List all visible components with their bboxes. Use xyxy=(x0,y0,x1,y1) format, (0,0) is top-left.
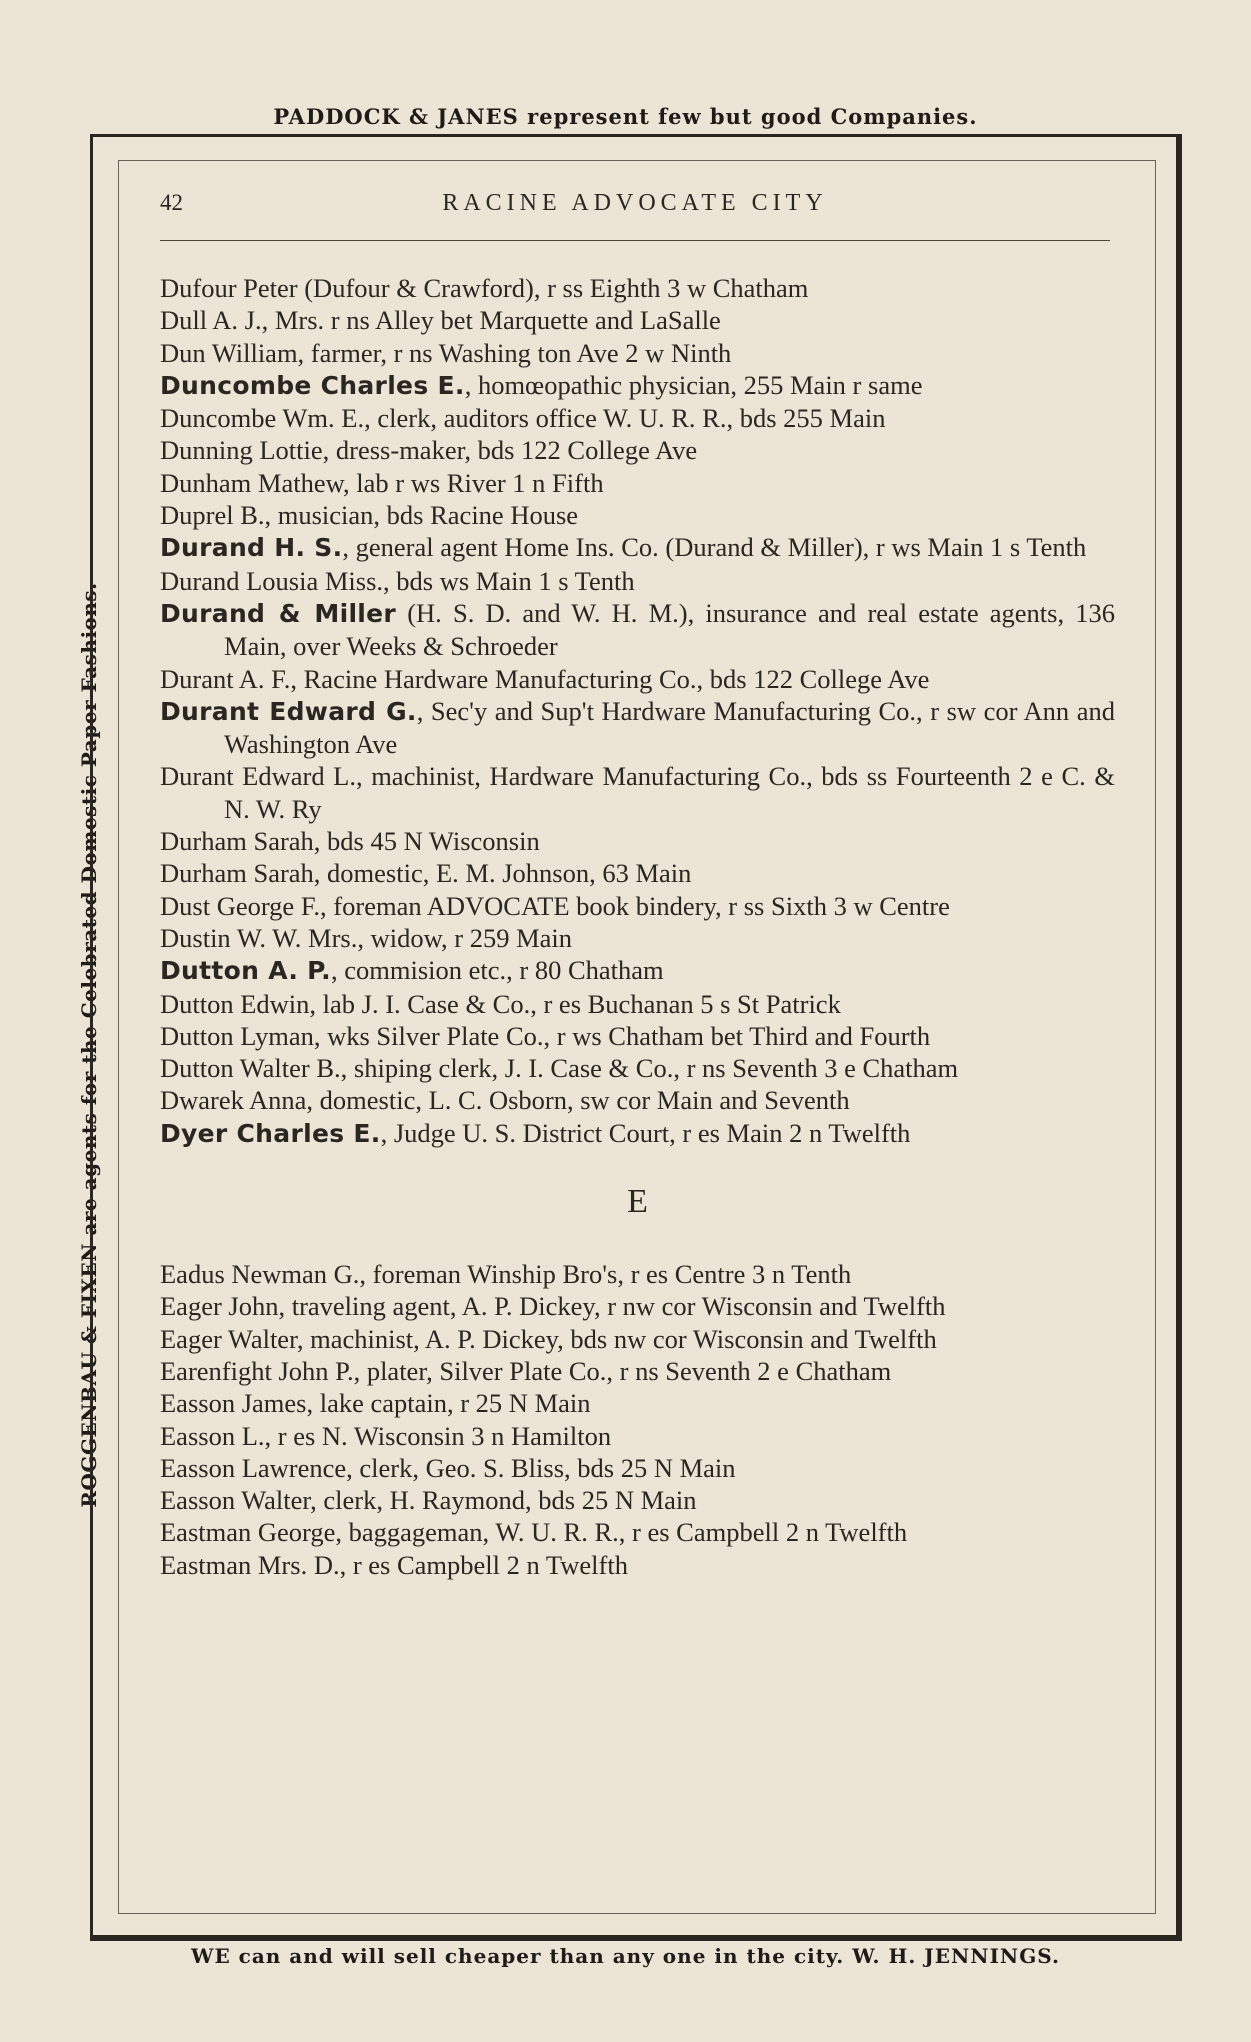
entry-name-bold: Durand H. S. xyxy=(160,533,343,563)
directory-entry xyxy=(160,760,1115,825)
directory-entry xyxy=(160,304,1115,336)
entry-text: Dust George F., foreman ADVOCATE book bindery, r ss Sixth 3 w Centre xyxy=(160,890,950,921)
directory-entry xyxy=(160,1387,1115,1419)
entry-text: Dunham Mathew, lab r ws River 1 n Fifth xyxy=(160,467,604,498)
directory-entry xyxy=(160,1452,1115,1484)
running-title: RACINE ADVOCATE CITY xyxy=(442,190,828,216)
entry-text: Dutton Lyman, wks Silver Plate Co., r ws Chatham bet Third and Fourth xyxy=(160,1020,931,1051)
header-rule xyxy=(160,240,1110,241)
entry-text: Dufour Peter (Dufour & Crawford), r ss Eighth 3 w Chatham xyxy=(160,273,809,303)
directory-entry xyxy=(160,467,1115,499)
entry-text: Dustin W. W. Mrs., widow, r 259 Main xyxy=(160,922,573,953)
entry-text: Durand Lousia Miss., bds ws Main 1 s Tenth xyxy=(160,565,635,596)
entry-text: Eadus Newman G., foreman Winship Bro's, r es Centre 3 n Tenth xyxy=(160,1259,852,1290)
entry-name-bold: Dutton A. P. xyxy=(160,956,331,986)
entry-text: , homœopathic physician, 255 Main r same xyxy=(464,369,923,400)
directory-entry xyxy=(160,1258,1115,1290)
directory-entry xyxy=(160,922,1115,954)
entry-text: Durant Edward L., machinist, Hardware Manufacturing Co., bds ss Fourteenth 2 e C. & N. W. Ry xyxy=(160,761,1115,824)
entry-text: Dun William, farmer, r ns Washing ton Ave 2 w Ninth xyxy=(160,337,732,368)
directory-entry xyxy=(160,434,1115,466)
entry-text: , Sec'y and Sup't Hardware Manufacturing Co., r sw cor Ann and Washington Ave xyxy=(224,695,1115,760)
entry-text: Easson Walter, clerk, H. Raymond, bds 25 N Main xyxy=(160,1485,697,1516)
entry-text: Durham Sarah, domestic, E. M. Johnson, 63 Main xyxy=(160,858,692,889)
directory-entry xyxy=(160,1084,1115,1116)
entry-text: Easson Lawrence, clerk, Geo. S. Bliss, bds 25 N Main xyxy=(160,1452,736,1483)
top-advertisement: PADDOCK & JANES represent few but good Companies. xyxy=(273,104,978,129)
directory-entry xyxy=(160,663,1115,695)
directory-entry xyxy=(160,499,1115,531)
directory-entry xyxy=(160,857,1115,889)
entries-d-list xyxy=(160,272,1115,1150)
directory-entry xyxy=(160,369,1115,402)
directory-entry xyxy=(160,695,1115,761)
entry-text: Durham Sarah, bds 45 N Wisconsin xyxy=(160,826,540,857)
directory-entry xyxy=(160,1323,1115,1355)
section-letter: E xyxy=(627,1183,648,1221)
directory-entry xyxy=(160,1290,1115,1322)
directory-entry xyxy=(160,1549,1115,1581)
entry-text: Duprel B., musician, bds Racine House xyxy=(160,500,579,531)
entry-text: Eastman George, baggageman, W. U. R. R., r es Campbell 2 n Twelfth xyxy=(160,1517,908,1548)
entry-text: , commision etc., r 80 Chatham xyxy=(330,955,664,986)
entry-text: Durant A. F., Racine Hardware Manufacturing Co., bds 122 College Ave xyxy=(160,663,930,694)
directory-entry xyxy=(160,890,1115,922)
entry-text: Dutton Walter B., shiping clerk, J. I. Case & Co., r ns Seventh 3 e Chatham xyxy=(160,1053,959,1084)
entry-text: Duncombe Wm. E., clerk, auditors office W. U. R. R., bds 255 Main xyxy=(160,403,886,434)
entry-name-bold: Durant Edward G. xyxy=(160,696,417,726)
directory-entry xyxy=(160,1020,1115,1052)
entry-text: Easson L., r es N. Wisconsin 3 n Hamilton xyxy=(160,1420,612,1451)
directory-entry xyxy=(160,1052,1115,1084)
entry-text: , Judge U. S. District Court, r es Main 2 n Twelfth xyxy=(380,1117,911,1148)
entry-text: Dull A. J., Mrs. r ns Alley bet Marquette and LaSalle xyxy=(160,305,721,336)
entry-text: Dunning Lottie, dress-maker, bds 122 College Ave xyxy=(160,435,698,466)
page-header xyxy=(160,190,1110,224)
entry-text: , general agent Home Ins. Co. (Durand & Miller), r ws Main 1 s Tenth xyxy=(342,532,1087,563)
side-advertisement: ROGGENBAU & FIXEN are agents for the Celebrated Domestic Paper Fashions. xyxy=(77,582,101,1508)
entry-text: Eager Walter, machinist, A. P. Dickey, bds nw cor Wisconsin and Twelfth xyxy=(160,1323,937,1354)
entries-e-list xyxy=(160,1258,1115,1581)
directory-entry xyxy=(160,402,1115,434)
directory-entry xyxy=(160,597,1115,663)
directory-entry xyxy=(160,954,1115,987)
entry-text: Eastman Mrs. D., r es Campbell 2 n Twelfth xyxy=(160,1549,628,1580)
directory-entry xyxy=(160,1484,1115,1516)
directory-entry xyxy=(160,1516,1115,1548)
directory-entry xyxy=(160,337,1115,369)
entry-text: Dutton Edwin, lab J. I. Case & Co., r es Buchanan 5 s St Patrick xyxy=(160,988,841,1019)
directory-entry xyxy=(160,272,1115,304)
directory-entry xyxy=(160,825,1115,857)
entry-text: Dwarek Anna, domestic, L. C. Osborn, sw cor Main and Seventh xyxy=(160,1085,850,1116)
directory-entry xyxy=(160,988,1115,1020)
directory-listing xyxy=(160,272,1115,1581)
bottom-advertisement: WE can and will sell cheaper than any one in the city. W. H. JENNINGS. xyxy=(191,1944,1060,1968)
entry-name-bold: Dyer Charles E. xyxy=(160,1118,381,1148)
directory-entry xyxy=(160,531,1115,564)
directory-entry xyxy=(160,565,1115,597)
directory-entry xyxy=(160,1117,1115,1150)
entry-name-bold: Durand & Miller xyxy=(160,598,397,628)
entry-text: Easson James, lake captain, r 25 N Main xyxy=(160,1388,591,1419)
entry-text: (H. S. D. and W. H. M.), insurance and real estate agents, 136 Main, over Weeks & Schroeder xyxy=(224,597,1115,662)
entry-text: Eager John, traveling agent, A. P. Dickey, r nw cor Wisconsin and Twelfth xyxy=(160,1291,946,1322)
page-number: 42 xyxy=(160,190,183,215)
directory-entry xyxy=(160,1355,1115,1387)
directory-entry xyxy=(160,1420,1115,1452)
entry-name-bold: Duncombe Charles E. xyxy=(160,370,465,400)
entry-text: Earenfight John P., plater, Silver Plate Co., r ns Seventh 2 e Chatham xyxy=(160,1355,892,1386)
